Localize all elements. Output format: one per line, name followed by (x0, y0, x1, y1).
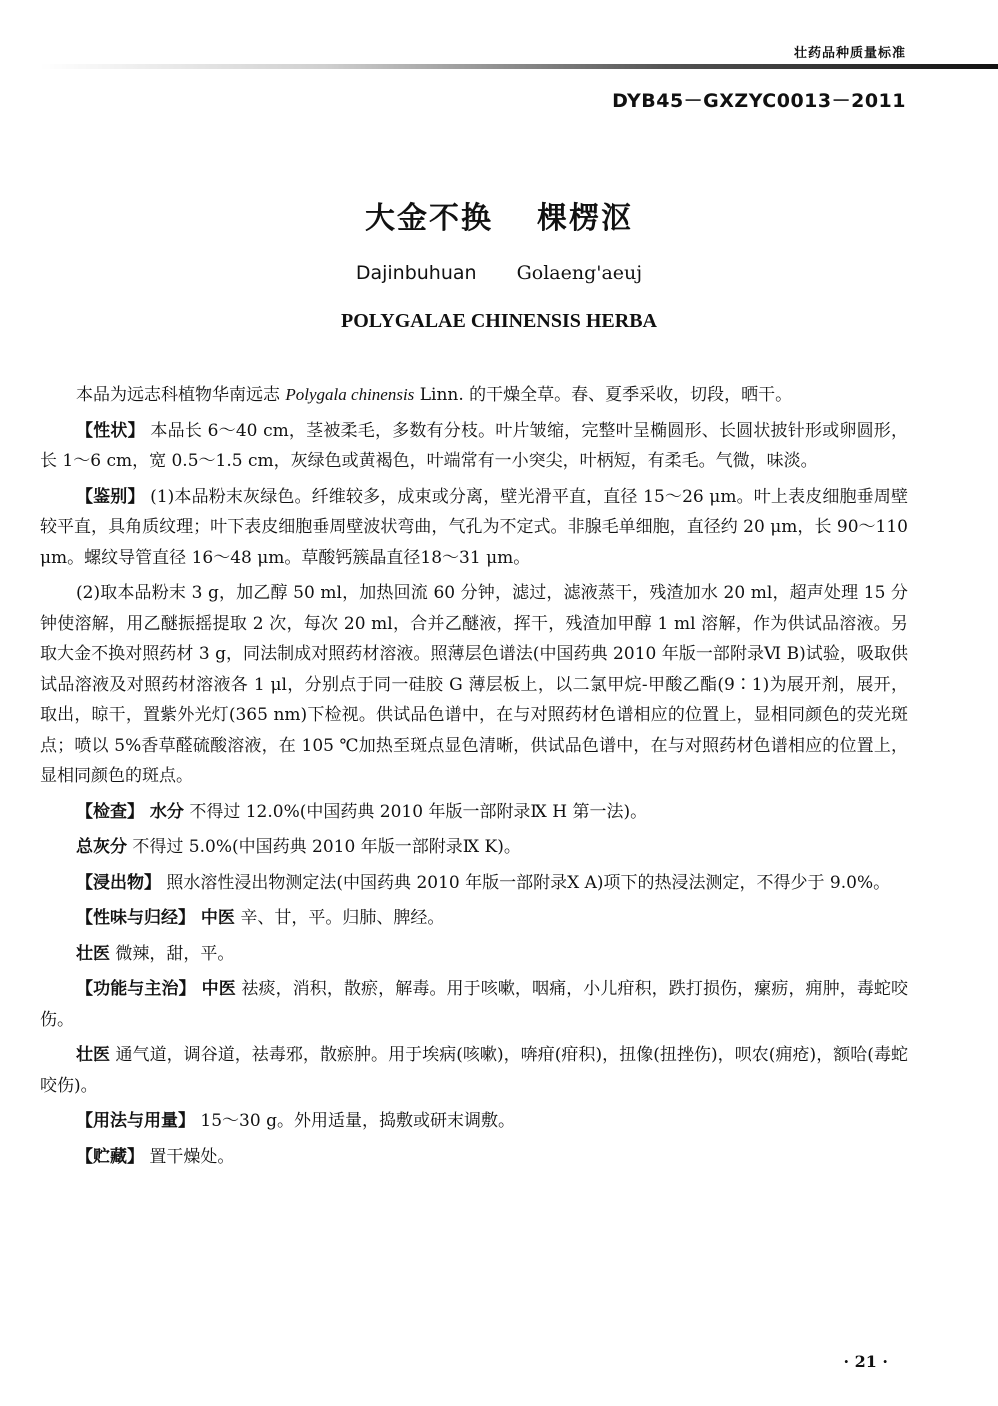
total-ash-label: 总灰分 (76, 837, 127, 857)
moisture-label: 水分 (144, 801, 184, 822)
extract-heading: 【浸出物】 (76, 872, 161, 893)
title-latin: POLYGALAE CHINENSIS HERBA (340, 310, 657, 332)
total-ash-line (40, 832, 908, 863)
inspection-heading: 【检查】 (76, 801, 144, 822)
identification-item-1: (1)本品粉末灰绿色。纤维较多，成束或分离，壁光滑平直，直径 15～26 μm。叶上表皮细胞垂周壁较平直，具角质纹理；叶下表皮细胞垂周壁波状弯曲，气孔为不定式。非腺毛单细胞，直径约 20 μm，长 90～110 μm。螺纹导管直径 16～48 μm。草酸钙簇晶直径18～31 μm。 (40, 486, 908, 568)
title-chinese: 大金不换 (365, 201, 493, 236)
total-ash-text: 不得过 5.0%(中国药典 2010 年版一部附录Ⅸ K)。 (127, 837, 521, 857)
running-header: 壮药品种质量标准 (793, 46, 906, 61)
inspection-section (40, 797, 908, 828)
function-heading: 【功能与主治】 (76, 979, 196, 999)
nature-tcm-text: 辛、甘，平。归肺、脾经。 (234, 908, 445, 928)
character-section (40, 416, 908, 477)
function-zhuang-text: 通气道，调谷道，祛毒邪，散瘀肿。用于埃病(咳嗽)，喯疳(疳积)，扭像(扭挫伤)，呗农(痈疮)，额哈(毒蛇咬伤)。 (40, 1045, 909, 1096)
page-title (0, 193, 998, 237)
identification-section (40, 482, 908, 574)
extract-section (40, 868, 908, 899)
extract-text: 照水溶性浸出物测定法(中国药典 2010 年版一部附录Ⅹ A)项下的热浸法测定，不得少于 9.0%。 (161, 872, 891, 893)
nature-zhuang-line (40, 939, 908, 970)
storage-heading: 【贮藏】 (76, 1146, 144, 1167)
species-latin-name: Polygala chinensis (285, 385, 415, 404)
moisture-text: 不得过 12.0%(中国药典 2010 年版一部附录Ⅸ H 第一法)。 (183, 801, 648, 822)
storage-text: 置干燥处。 (144, 1146, 235, 1167)
usage-heading: 【用法与用量】 (76, 1111, 195, 1131)
storage-section (40, 1142, 908, 1173)
function-zhuang-line (40, 1040, 908, 1101)
standard-code: DYB45－GXZYC0013－2011 (612, 90, 906, 112)
nature-zhuang-label: 壮医 (76, 943, 110, 964)
nature-tcm-label: 中医 (195, 908, 235, 928)
intro-text-after: Linn. 的干燥全草。春、夏季采收，切段，晒干。 (414, 385, 793, 405)
title-pinyin: Dajinbuhuan (355, 262, 477, 284)
function-zhuang-label: 壮医 (76, 1045, 111, 1065)
identification-item-2: (2)取本品粉末 3 g，加乙醇 50 ml，加热回流 60 分钟，滤过，滤液蒸干，残渣加水 20 ml，超声处理 15 分钟使溶解，用乙醚振摇提取 2 次，每次 20 ml，合并乙醚液，挥干，残渣加甲醇 1 ml 溶解，作为供试品溶液。另取大金不换对照药材 3 g，同法制成对照药材溶液。照薄层色谱法(中国药典 2010 年版一部附录Ⅵ B)试验，吸取供试品溶液及对照药材溶液各 1 μl，分别点于同一硅胶 G 薄层板上，以二氯甲烷-甲酸乙酯(9∶1)为展开剂，展开，取出，晾干，置紫外光灯(365 nm)下检视。供试品色谱中，在与对照药材色谱相应的位置上，显相同颜色的荧光斑点；喷以 5%香草醛硫酸溶液，在 105 ℃加热至斑点显色清晰，供试品色谱中，在与对照药材色谱相应的位置上，显相同颜色的斑点。 (40, 583, 908, 786)
function-tcm-text: 祛痰，消积，散瘀，解毒。用于咳嗽，咽痛，小儿疳积，跌打损伤，瘰疬，痈肿，毒蛇咬伤。 (40, 979, 909, 1030)
identification-heading: 【鉴别】 (76, 486, 145, 507)
usage-section (40, 1106, 908, 1137)
function-tcm-label: 中医 (195, 979, 236, 999)
character-text: 本品长 6～40 cm，茎被柔毛，多数有分枝。叶片皱缩，完整叶呈椭圆形、长圆状披针形或卵圆形，长 1～6 cm，宽 0.5～1.5 cm，灰绿色或黄褐色，叶端常有一小突尖，叶柄短，有柔毛。气微，味淡。 (40, 420, 908, 471)
header-rule (40, 64, 998, 69)
intro-paragraph (40, 380, 908, 411)
character-heading: 【性状】 (76, 420, 145, 441)
title-zhuang-roman: Golaeng'aeuj (516, 262, 643, 284)
title-zhuang: 棵楞沤 (537, 201, 633, 236)
monograph-body (40, 380, 908, 1177)
title-romanization (0, 262, 998, 284)
nature-zhuang-text: 微辣，甜，平。 (110, 943, 235, 964)
usage-text: 15～30 g。外用适量，捣敷或研末调敷。 (195, 1111, 515, 1131)
nature-heading: 【性味与归经】 (76, 908, 195, 928)
nature-section (40, 903, 908, 934)
intro-text-before: 本品为远志科植物华南远志 (76, 385, 286, 405)
page-number: · 21 · (843, 1352, 888, 1371)
function-section (40, 974, 908, 1035)
